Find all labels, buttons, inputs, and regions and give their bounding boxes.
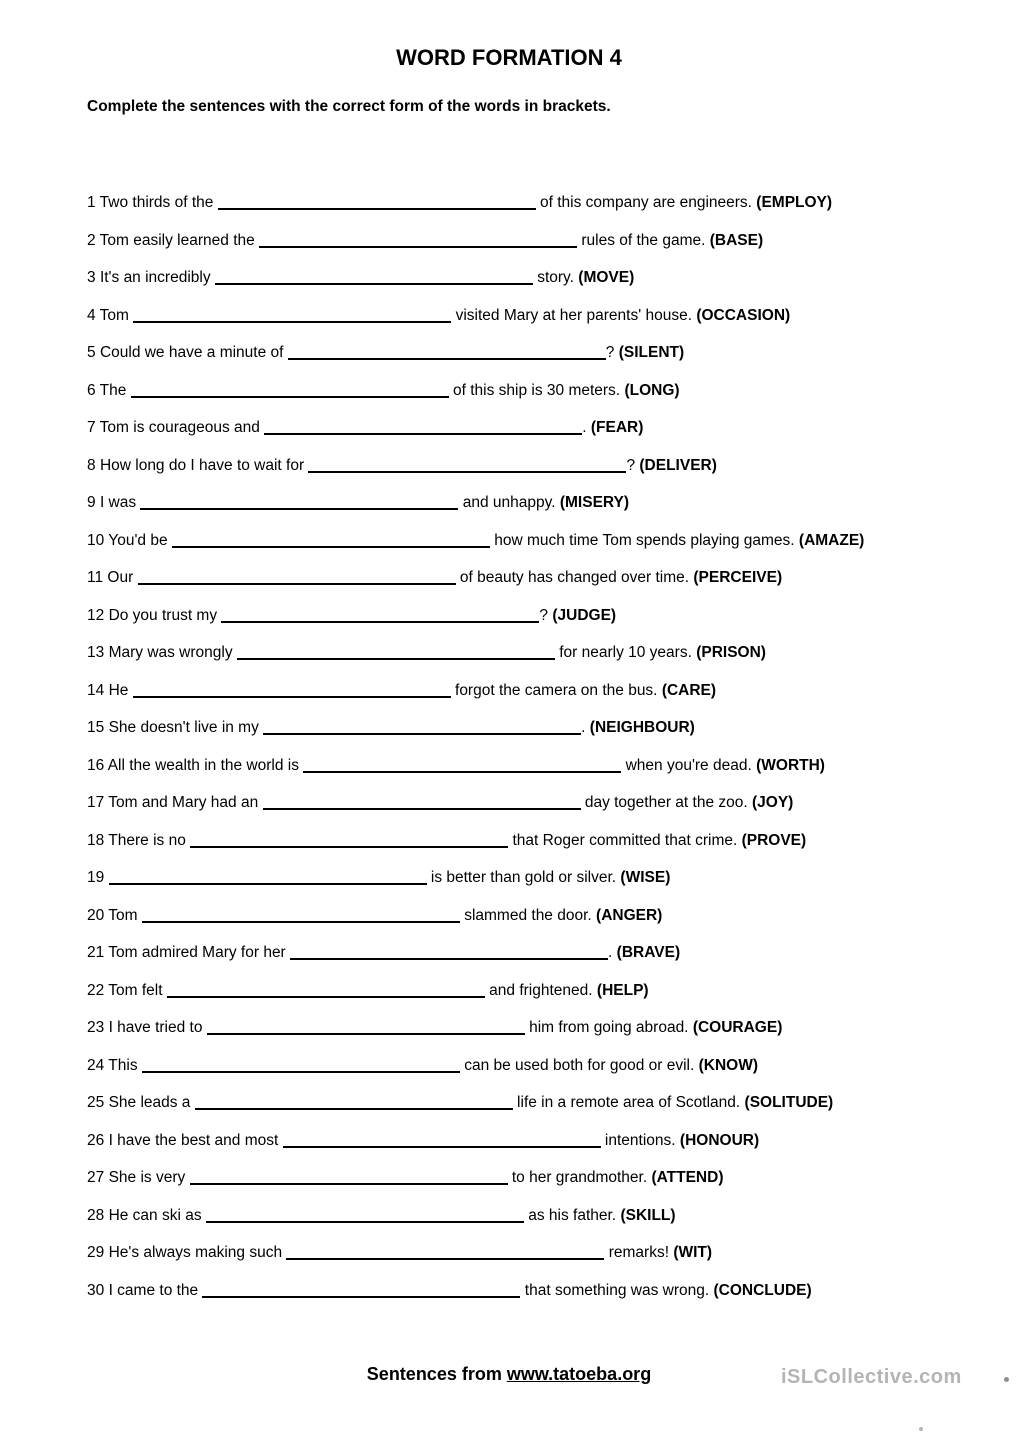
word-hint: (PROVE) [741,831,807,849]
item-number: 14 [87,681,105,699]
sentence-pre: Tom easily learned the [99,231,255,249]
answer-blank[interactable] [283,1133,601,1148]
source-credit-prefix: Sentences from [366,1364,507,1384]
answer-blank[interactable] [140,495,458,510]
exercise-row [87,866,988,889]
item-number: 2 [87,231,96,249]
sentence-post: forgot the camera on the bus. [450,681,658,699]
answer-blank[interactable] [167,983,485,998]
word-hint: (SOLITUDE) [744,1094,834,1111]
word-hint: (LONG) [624,381,680,399]
exercise-row [87,604,988,627]
answer-blank[interactable] [286,1245,604,1260]
sentence-post: how much time Tom spends playing games. [489,531,795,549]
sentence-pre: I came to the [108,1281,199,1299]
sentence-post: visited Mary at her parents' house. [451,306,693,324]
word-hint: (HELP) [596,981,649,999]
item-number: 9 [87,494,96,511]
sentence-post: and frightened. [484,981,593,999]
sentence-pre: I have the best and most [108,1131,279,1149]
sentence-post: and unhappy. [458,494,556,511]
item-number: 15 [87,719,105,736]
word-hint: (ANGER) [596,906,663,924]
sentence-pre: This [108,1056,138,1074]
item-number: 16 [87,756,105,774]
sentence-pre: Tom is courageous and [99,419,260,436]
instruction-text: Complete the sentences with the correct form of the words in brackets. [87,98,611,115]
answer-blank[interactable] [138,570,456,585]
item-number: 24 [87,1056,105,1074]
sentence-pre: How long do I have to wait for [99,456,305,474]
exercise-row [87,829,988,852]
exercise-row [87,304,988,327]
sentence-post: that something was wrong. [520,1281,710,1299]
sentence-pre: She leads a [108,1094,191,1111]
item-number: 13 [87,644,105,661]
item-number: 10 [87,531,105,549]
sentence-post: . [582,419,587,436]
item-number: 8 [87,456,96,474]
exercise-row [87,754,988,777]
sentence-pre: He's always making such [108,1244,283,1261]
page-title: WORD FORMATION 4 [396,45,622,70]
sentence-post: can be used both for good or evil. [459,1056,695,1074]
word-hint: (PRISON) [696,644,766,661]
sentence-pre: Could we have a minute of [99,344,284,361]
answer-blank[interactable] [290,945,608,960]
answer-blank[interactable] [308,458,626,473]
word-hint: (CONCLUDE) [713,1281,812,1299]
answer-blank[interactable] [206,1208,524,1223]
word-hint: (MISERY) [559,494,630,511]
item-number: 1 [87,194,96,211]
exercise-row [87,566,988,589]
sentence-pre: I was [99,494,137,511]
word-hint: (WIT) [673,1244,713,1261]
sentence-pre: All the wealth in the world is [107,756,299,774]
sentence-post: to her grandmother. [507,1169,648,1186]
sentence-pre: There is no [108,831,186,849]
word-hint: (COURAGE) [692,1019,783,1036]
word-hint: (BASE) [709,231,764,249]
sentence-post: is better than gold or silver. [426,869,617,886]
exercise-row [87,1204,988,1227]
answer-blank[interactable] [142,908,460,923]
exercise-row [87,454,988,477]
sentence-post: intentions. [600,1131,676,1149]
sentence-post: life in a remote area of Scotland. [512,1094,741,1111]
answer-blank[interactable] [190,833,508,848]
word-hint: (BRAVE) [616,944,681,961]
answer-blank[interactable] [202,1283,520,1298]
exercise-row [87,1091,988,1114]
exercise-row [87,941,988,964]
answer-blank[interactable] [215,270,533,285]
sentence-pre: He can ski as [108,1206,202,1224]
answer-blank[interactable] [195,1095,513,1110]
item-number: 11 [87,569,104,586]
sentence-post: day together at the zoo. [580,794,748,811]
word-hint: (MOVE) [578,269,635,286]
sentence-post: of beauty has changed over time. [455,569,690,586]
sentence-pre: Tom admired Mary for her [108,944,286,961]
sentence-post: of this company are engineers. [535,194,752,211]
answer-blank[interactable] [237,645,555,660]
exercise-row [87,341,988,364]
word-hint: (SKILL) [620,1206,676,1224]
answer-blank[interactable] [133,683,451,698]
sentence-pre: Mary was wrongly [108,644,233,661]
item-number: 3 [87,269,96,286]
speckle-artifact [919,1427,923,1431]
answer-blank[interactable] [263,795,581,810]
answer-blank[interactable] [259,233,577,248]
exercise-row [87,791,988,814]
sentence-post: slammed the door. [459,906,592,924]
item-number: 20 [87,906,105,924]
exercise-row [87,1166,988,1189]
answer-blank[interactable] [109,870,427,885]
item-number: 27 [87,1169,105,1186]
item-number: 21 [87,944,105,961]
item-number: 30 [87,1281,105,1299]
sentence-pre: Our [107,569,134,586]
answer-blank[interactable] [133,308,451,323]
sentence-post: ? [626,456,636,474]
answer-blank[interactable] [303,758,621,773]
word-hint: (AMAZE) [798,531,865,549]
item-number: 19 [87,869,105,886]
exercise-row [87,641,988,664]
item-number: 18 [87,831,105,849]
item-number: 25 [87,1094,105,1111]
word-hint: (SILENT) [618,344,685,361]
exercise-row [87,229,988,252]
exercise-row [87,679,988,702]
sentence-post: . [608,944,613,961]
sentence-post: . [581,719,586,736]
exercise-row [87,1054,988,1077]
sentence-pre: The [99,381,127,399]
sentence-post: ? [605,344,615,361]
word-hint: (FEAR) [590,419,644,436]
sentence-post: ? [539,606,549,624]
sentence-pre: It's an incredibly [99,269,211,286]
answer-blank[interactable] [263,720,581,735]
word-hint: (NEIGHBOUR) [589,719,695,736]
word-hint: (OCCASION) [696,306,791,324]
sentence-pre: He [108,681,129,699]
sentence-post: rules of the game. [577,231,706,249]
word-hint: (JUDGE) [552,606,617,624]
sentence-pre: Tom [108,906,138,924]
speckle-artifact [1004,1377,1009,1382]
sentence-pre: Do you trust my [108,606,218,624]
exercise-row [87,904,988,927]
item-number: 6 [87,381,96,399]
exercise-row [87,1279,988,1302]
sentence-pre: She doesn't live in my [108,719,259,736]
watermark-logo: iSLCollective.com [781,1366,962,1388]
answer-blank[interactable] [288,345,606,360]
sentence-post: story. [532,269,574,286]
exercise-row [87,491,988,514]
answer-blank[interactable] [190,1170,508,1185]
sentence-post: of this ship is 30 meters. [448,381,621,399]
sentence-post: that Roger committed that crime. [508,831,738,849]
word-hint: (WORTH) [756,756,825,774]
word-hint: (HONOUR) [679,1131,760,1149]
answer-blank[interactable] [207,1020,525,1035]
item-number: 17 [87,794,105,811]
sentence-pre: I have tried to [108,1019,203,1036]
word-hint: (WISE) [620,869,671,886]
sentence-pre: Tom [99,306,129,324]
sentence-post: as his father. [523,1206,617,1224]
sentence-pre: She is very [108,1169,186,1186]
exercise-row [87,1241,988,1264]
exercise-row [87,266,988,289]
sentence-post: when you're dead. [621,756,752,774]
word-hint: (DELIVER) [639,456,717,474]
exercise-row [87,716,988,739]
sentence-pre: Two thirds of the [99,194,214,211]
sentence-pre: You'd be [108,531,168,549]
sentence-post: him from going abroad. [524,1019,689,1036]
sentence-post: remarks! [604,1244,669,1261]
word-hint: (JOY) [752,794,794,811]
item-number: 23 [87,1019,105,1036]
exercise-row [87,379,988,402]
sentence-pre: Tom and Mary had an [108,794,259,811]
item-number: 26 [87,1131,105,1149]
item-number: 12 [87,606,105,624]
exercise-row [87,529,988,552]
word-hint: (PERCEIVE) [693,569,783,586]
sentence-pre: Tom felt [108,981,163,999]
exercise-row [87,979,988,1002]
item-number: 4 [87,306,96,324]
exercise-row [87,1129,988,1152]
exercise-row [87,1016,988,1039]
item-number: 7 [87,419,96,436]
source-link[interactable]: www.tatoeba.org [506,1364,652,1384]
sentence-post: for nearly 10 years. [554,644,692,661]
word-hint: (CARE) [661,681,717,699]
word-hint: (ATTEND) [651,1169,724,1186]
answer-blank[interactable] [218,195,536,210]
exercise-row [87,416,988,439]
exercise-row [87,191,988,214]
exercise-list [87,191,988,1302]
answer-blank[interactable] [131,383,449,398]
word-hint: (KNOW) [698,1056,758,1074]
answer-blank[interactable] [142,1058,460,1073]
item-number: 29 [87,1244,105,1261]
item-number: 5 [87,344,96,361]
answer-blank[interactable] [221,608,539,623]
item-number: 28 [87,1206,105,1224]
item-number: 22 [87,981,105,999]
word-hint: (EMPLOY) [756,194,833,211]
answer-blank[interactable] [264,420,582,435]
answer-blank[interactable] [172,533,490,548]
